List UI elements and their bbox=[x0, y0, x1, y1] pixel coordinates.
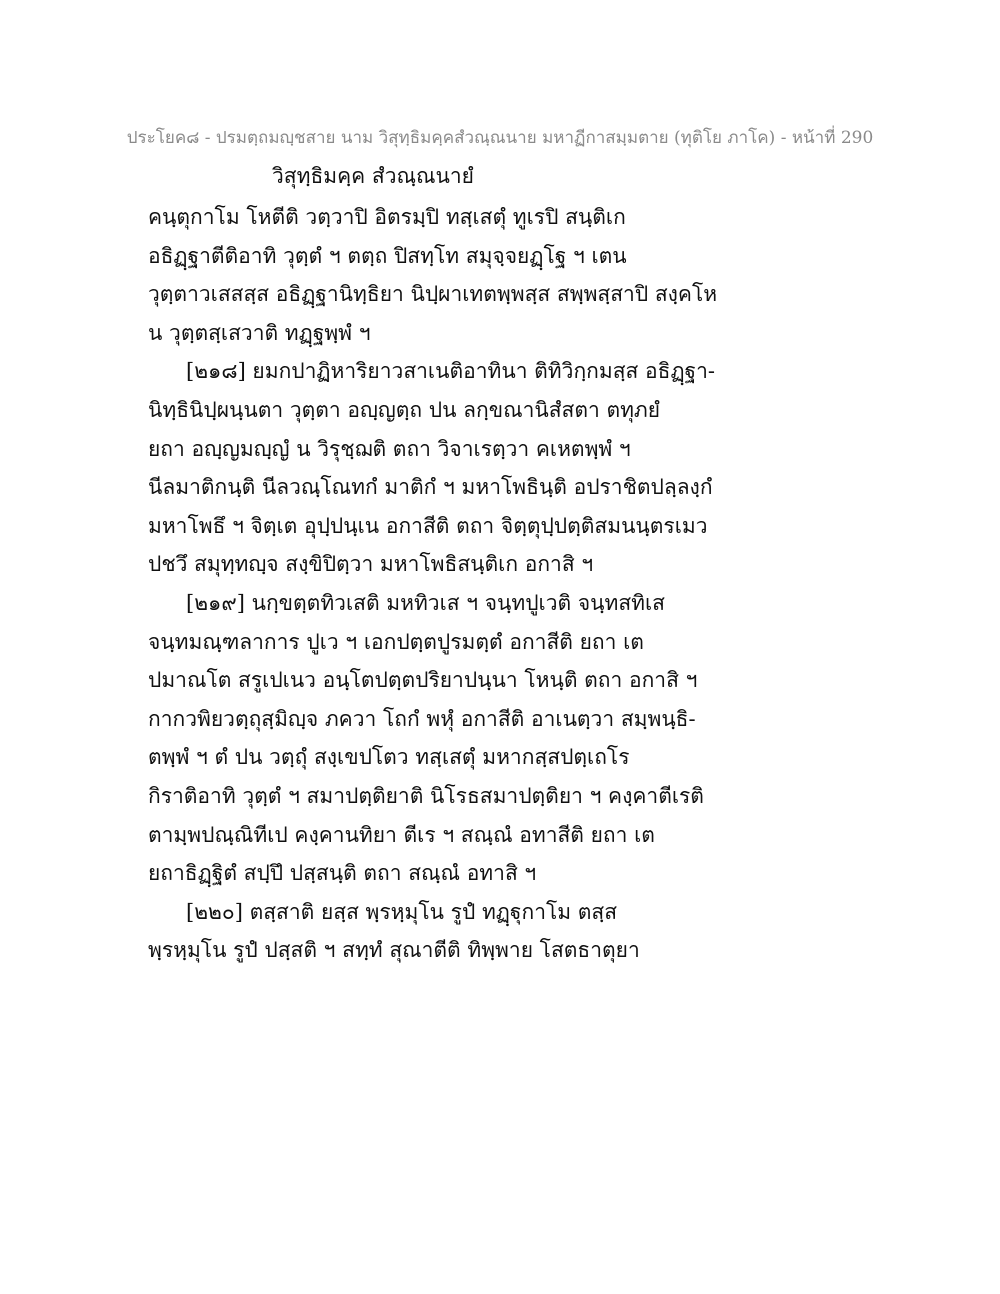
text-line: กิราติอาทิ วุตฺตํ ฯ สมาปตฺติยาติ นิโรธสมาปตฺติยา ฯ คงฺคาตีเรติ bbox=[148, 783, 704, 808]
text-line: น วุตฺตสฺเสวาติ ทฏฺฐพฺพํ ฯ bbox=[148, 320, 371, 345]
text-line: ยถาธิฏฺฐิตํ สปฺปึ ปสฺสนฺติ ตถา สณฺณํ อทาสิ ฯ bbox=[148, 861, 537, 886]
text-line: ปมาณโต สรูเปเนว อนฺโตปตฺตปริยาปนฺนา โหนฺติ ตถา อกาสิ ฯ bbox=[148, 668, 698, 693]
paragraph-start-218: [๒๑๘] ยมกปาฏิหาริยาวสาเนติอาทินา ติทิวิกฺกมสฺส อธิฏฺฐา- bbox=[186, 359, 716, 384]
text-line: คนฺตุกาโม โหตีติ วตฺวาปิ อิตรมฺปิ ทสฺเสตุํ ทูเรปิ สนฺติเก bbox=[148, 205, 626, 229]
text-line: อธิฏฺฐาตีติอาทิ วุตฺตํ ฯ ตตฺถ ปิสทฺโท สมุจฺจยฏฺโฐ ฯ เตน bbox=[148, 243, 627, 268]
text-line: มหาโพธึ ฯ จิตฺเต อุปฺปนฺเน อกาสีติ ตถา จิตฺตุปฺปตฺติสมนนฺตรเมว bbox=[148, 513, 708, 538]
page-header: ประโยค๘ - ปรมตฺถมญฺชสาย นาม วิสุทฺธิมคฺคสํวณฺณนาย มหาฏีกาสมฺมตาย (ทุติโย ภาโค) - หน้าที่ 290 bbox=[126, 128, 874, 148]
paragraph-start-220: [๒๒๐] ตสฺสาติ ยสฺส พฺรหฺมุโน รูปํ ทฏฺฐุกาโม ตสฺส bbox=[186, 899, 618, 924]
text-line: ตามฺพปณฺณิทีเป คงฺคานทิยา ตีเร ฯ สณฺณํ อทาสีติ ยถา เต bbox=[148, 822, 655, 847]
text-line: นิทฺธินิปฺผนฺนตา วุตฺตา อญฺญตฺถ ปน ลกฺขณานิสํสตา ตทุภยํ bbox=[148, 397, 661, 422]
paragraph-start-219: [๒๑๙] นกฺขตฺตทิวเสติ มหทิวเส ฯ จนฺทปูเวติ จนฺทสทิเส bbox=[186, 590, 665, 615]
text-line: กากวพิยวตฺถุสฺมิญฺจ ภควา โถกํ พหุํ อกาสีติ อาเนตฺวา สมฺพนฺธิ- bbox=[148, 706, 696, 731]
text-line: ตพฺพํ ฯ ตํ ปน วตฺถุํ สงฺเขปโตว ทสฺเสตุํ มหากสฺสปตฺเถโร bbox=[148, 745, 630, 770]
text-line: ปชวึ สมุทฺทญฺจ สงฺขิปิตฺวา มหาโพธิสนฺติเก อกาสิ ฯ bbox=[148, 552, 594, 577]
text-line: ยถา อญฺญมญฺญํ น วิรุชฺฌติ ตถา วิจาเรตฺวา คเหตพฺพํ ฯ bbox=[148, 436, 631, 461]
text-line: จนฺทมณฺฑลาการ ปูเว ฯ เอกปตฺตปูรมตฺตํ อกาสีติ ยถา เต bbox=[148, 629, 644, 654]
text-line: พฺรหฺมุโน รูปํ ปสฺสติ ฯ สทฺทํ สุณาตีติ ทิพฺพาย โสตธาตุยา bbox=[148, 938, 640, 963]
page-subtitle: วิสุทฺธิมคฺค สํวณฺณนายํ bbox=[272, 164, 474, 188]
text-line: วุตฺตาวเสสสฺส อธิฏฺฐานิทฺธิยา นิปฺผาเทตพฺพสฺส สพฺพสฺสาปิ สงฺคโห bbox=[148, 282, 718, 307]
text-line: นีลมาติกนฺติ นีลวณฺโณทกํ มาติกํ ฯ มหาโพธินฺติ อปราชิตปลฺลงฺกํ bbox=[148, 475, 713, 500]
body-text bbox=[148, 198, 868, 970]
